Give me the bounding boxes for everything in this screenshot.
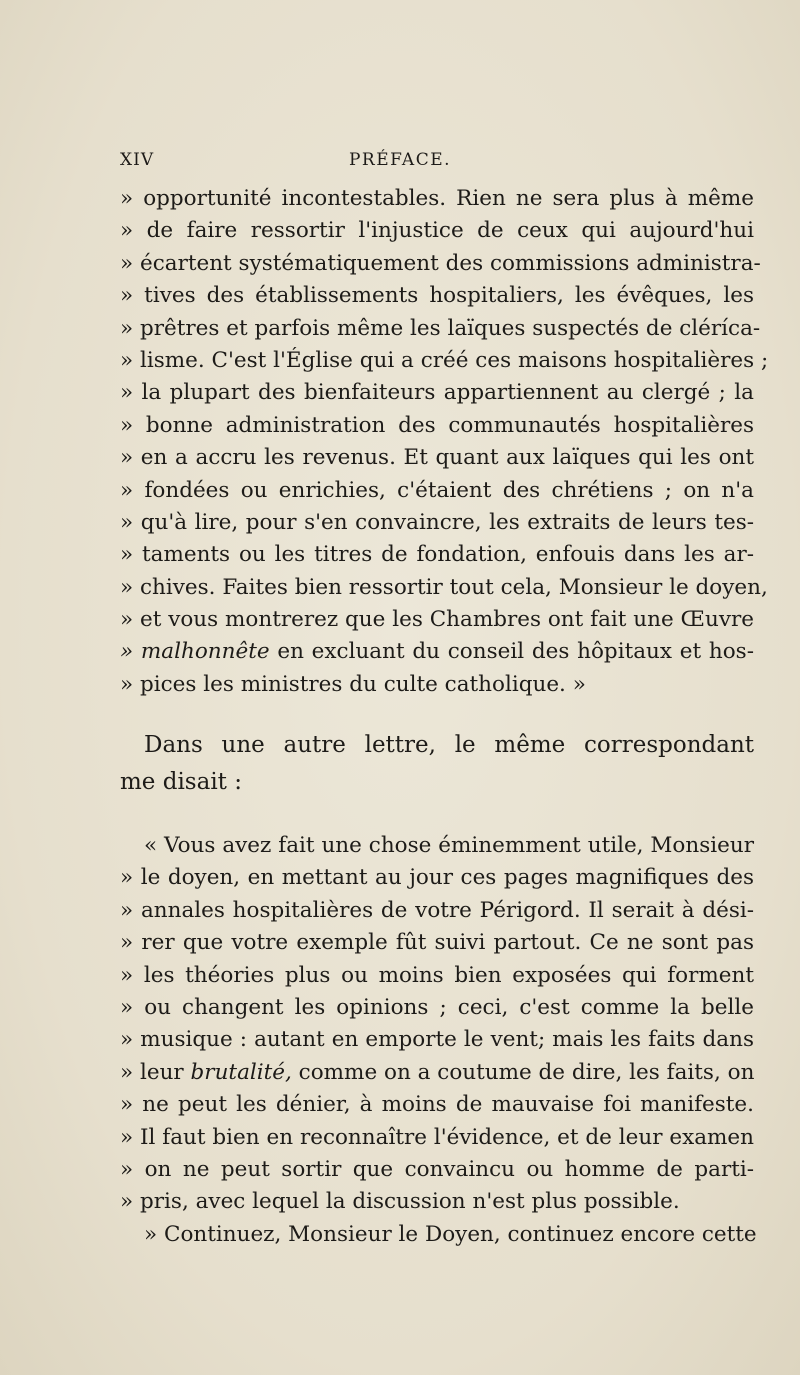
text-line: » tives des établissements hospitaliers, les évêques, les bbox=[120, 283, 754, 309]
text-line: » qu'à lire, pour s'en convaincre, les extraits de leurs tes- bbox=[120, 509, 754, 535]
text-line: » les théories plus ou moins bien exposées qui forment bbox=[120, 962, 754, 988]
text-line: » musique : autant en emporte le vent; mais les faits dans bbox=[120, 1027, 754, 1053]
text-line: » opportunité incontestables. Rien ne sera plus à même bbox=[120, 186, 754, 211]
text-line: « Vous avez fait une chose éminemment utile, Monsieur bbox=[144, 833, 754, 858]
line-text: en excluant du conseil des hôpitaux et hos- bbox=[269, 639, 754, 665]
text-line: » annales hospitalières de votre Périgord. Il serait à dési- bbox=[120, 897, 754, 923]
page-header bbox=[0, 150, 800, 174]
italic-text: » malhonnête bbox=[120, 639, 270, 665]
text-line: » rer que votre exemple fût suivi partout. Ce ne sont pas bbox=[120, 930, 754, 956]
text-line: » la plupart des bienfaiteurs appartiennent au clergé ; la bbox=[120, 380, 754, 406]
narrative-paragraph bbox=[120, 727, 754, 801]
text-line: » ne peut les dénier, à moins de mauvaise foi manifeste. bbox=[120, 1092, 754, 1118]
page-number: XIV bbox=[120, 150, 155, 170]
text-line: » chives. Faites bien ressortir tout cela, Monsieur le doyen, bbox=[120, 574, 768, 600]
text-line: » pris, avec lequel la discussion n'est plus possible. bbox=[120, 1189, 680, 1215]
text-line: » en a accru les revenus. Et quant aux laïques qui les ont bbox=[120, 445, 754, 471]
line-text: comme on a coutume de dire, les faits, on bbox=[291, 1059, 755, 1085]
text-line: me disait : bbox=[120, 769, 242, 795]
italic-text: brutalité, bbox=[190, 1059, 292, 1085]
text-line: » taments ou les titres de fondation, enfouis dans les ar- bbox=[120, 542, 754, 568]
quoted-letter-paragraph bbox=[120, 183, 769, 701]
text-line: » et vous montrerez que les Chambres ont fait une Œuvre bbox=[120, 607, 754, 633]
text-line: » écartent systématiquement des commissions administra- bbox=[120, 250, 761, 276]
running-head: PRÉFACE. bbox=[348, 150, 452, 170]
text-line: Dans une autre lettre, le même correspondant bbox=[144, 732, 754, 758]
text-line: » pices les ministres du culte catholique. » bbox=[120, 671, 586, 697]
text-line: » Continuez, Monsieur le Doyen, continuez encore cette bbox=[144, 1221, 757, 1247]
text-line bbox=[120, 1057, 754, 1089]
text-line: » on ne peut sortir que convaincu ou homme de parti- bbox=[120, 1156, 754, 1182]
text-line: » prêtres et parfois même les laïques suspectés de cléríca- bbox=[120, 315, 761, 341]
text-line: » de faire ressortir l'injustice de ceux qui aujourd'hui bbox=[120, 218, 754, 244]
line-text: » leur bbox=[120, 1059, 191, 1085]
text-line: » lisme. C'est l'Église qui a créé ces maisons hospitalières ; bbox=[120, 347, 769, 373]
text-line: » le doyen, en mettant au jour ces pages magnifiques des bbox=[120, 865, 754, 891]
text-line: » ou changent les opinions ; ceci, c'est comme la belle bbox=[120, 994, 754, 1020]
text-line bbox=[120, 636, 754, 668]
second-letter-paragraph bbox=[120, 830, 757, 1251]
text-line: » Il faut bien en reconnaître l'évidence, et de leur examen bbox=[120, 1124, 754, 1150]
text-line: » fondées ou enrichies, c'étaient des chrétiens ; on n'a bbox=[120, 477, 754, 503]
text-line: » bonne administration des communautés hospitalières bbox=[120, 412, 754, 438]
